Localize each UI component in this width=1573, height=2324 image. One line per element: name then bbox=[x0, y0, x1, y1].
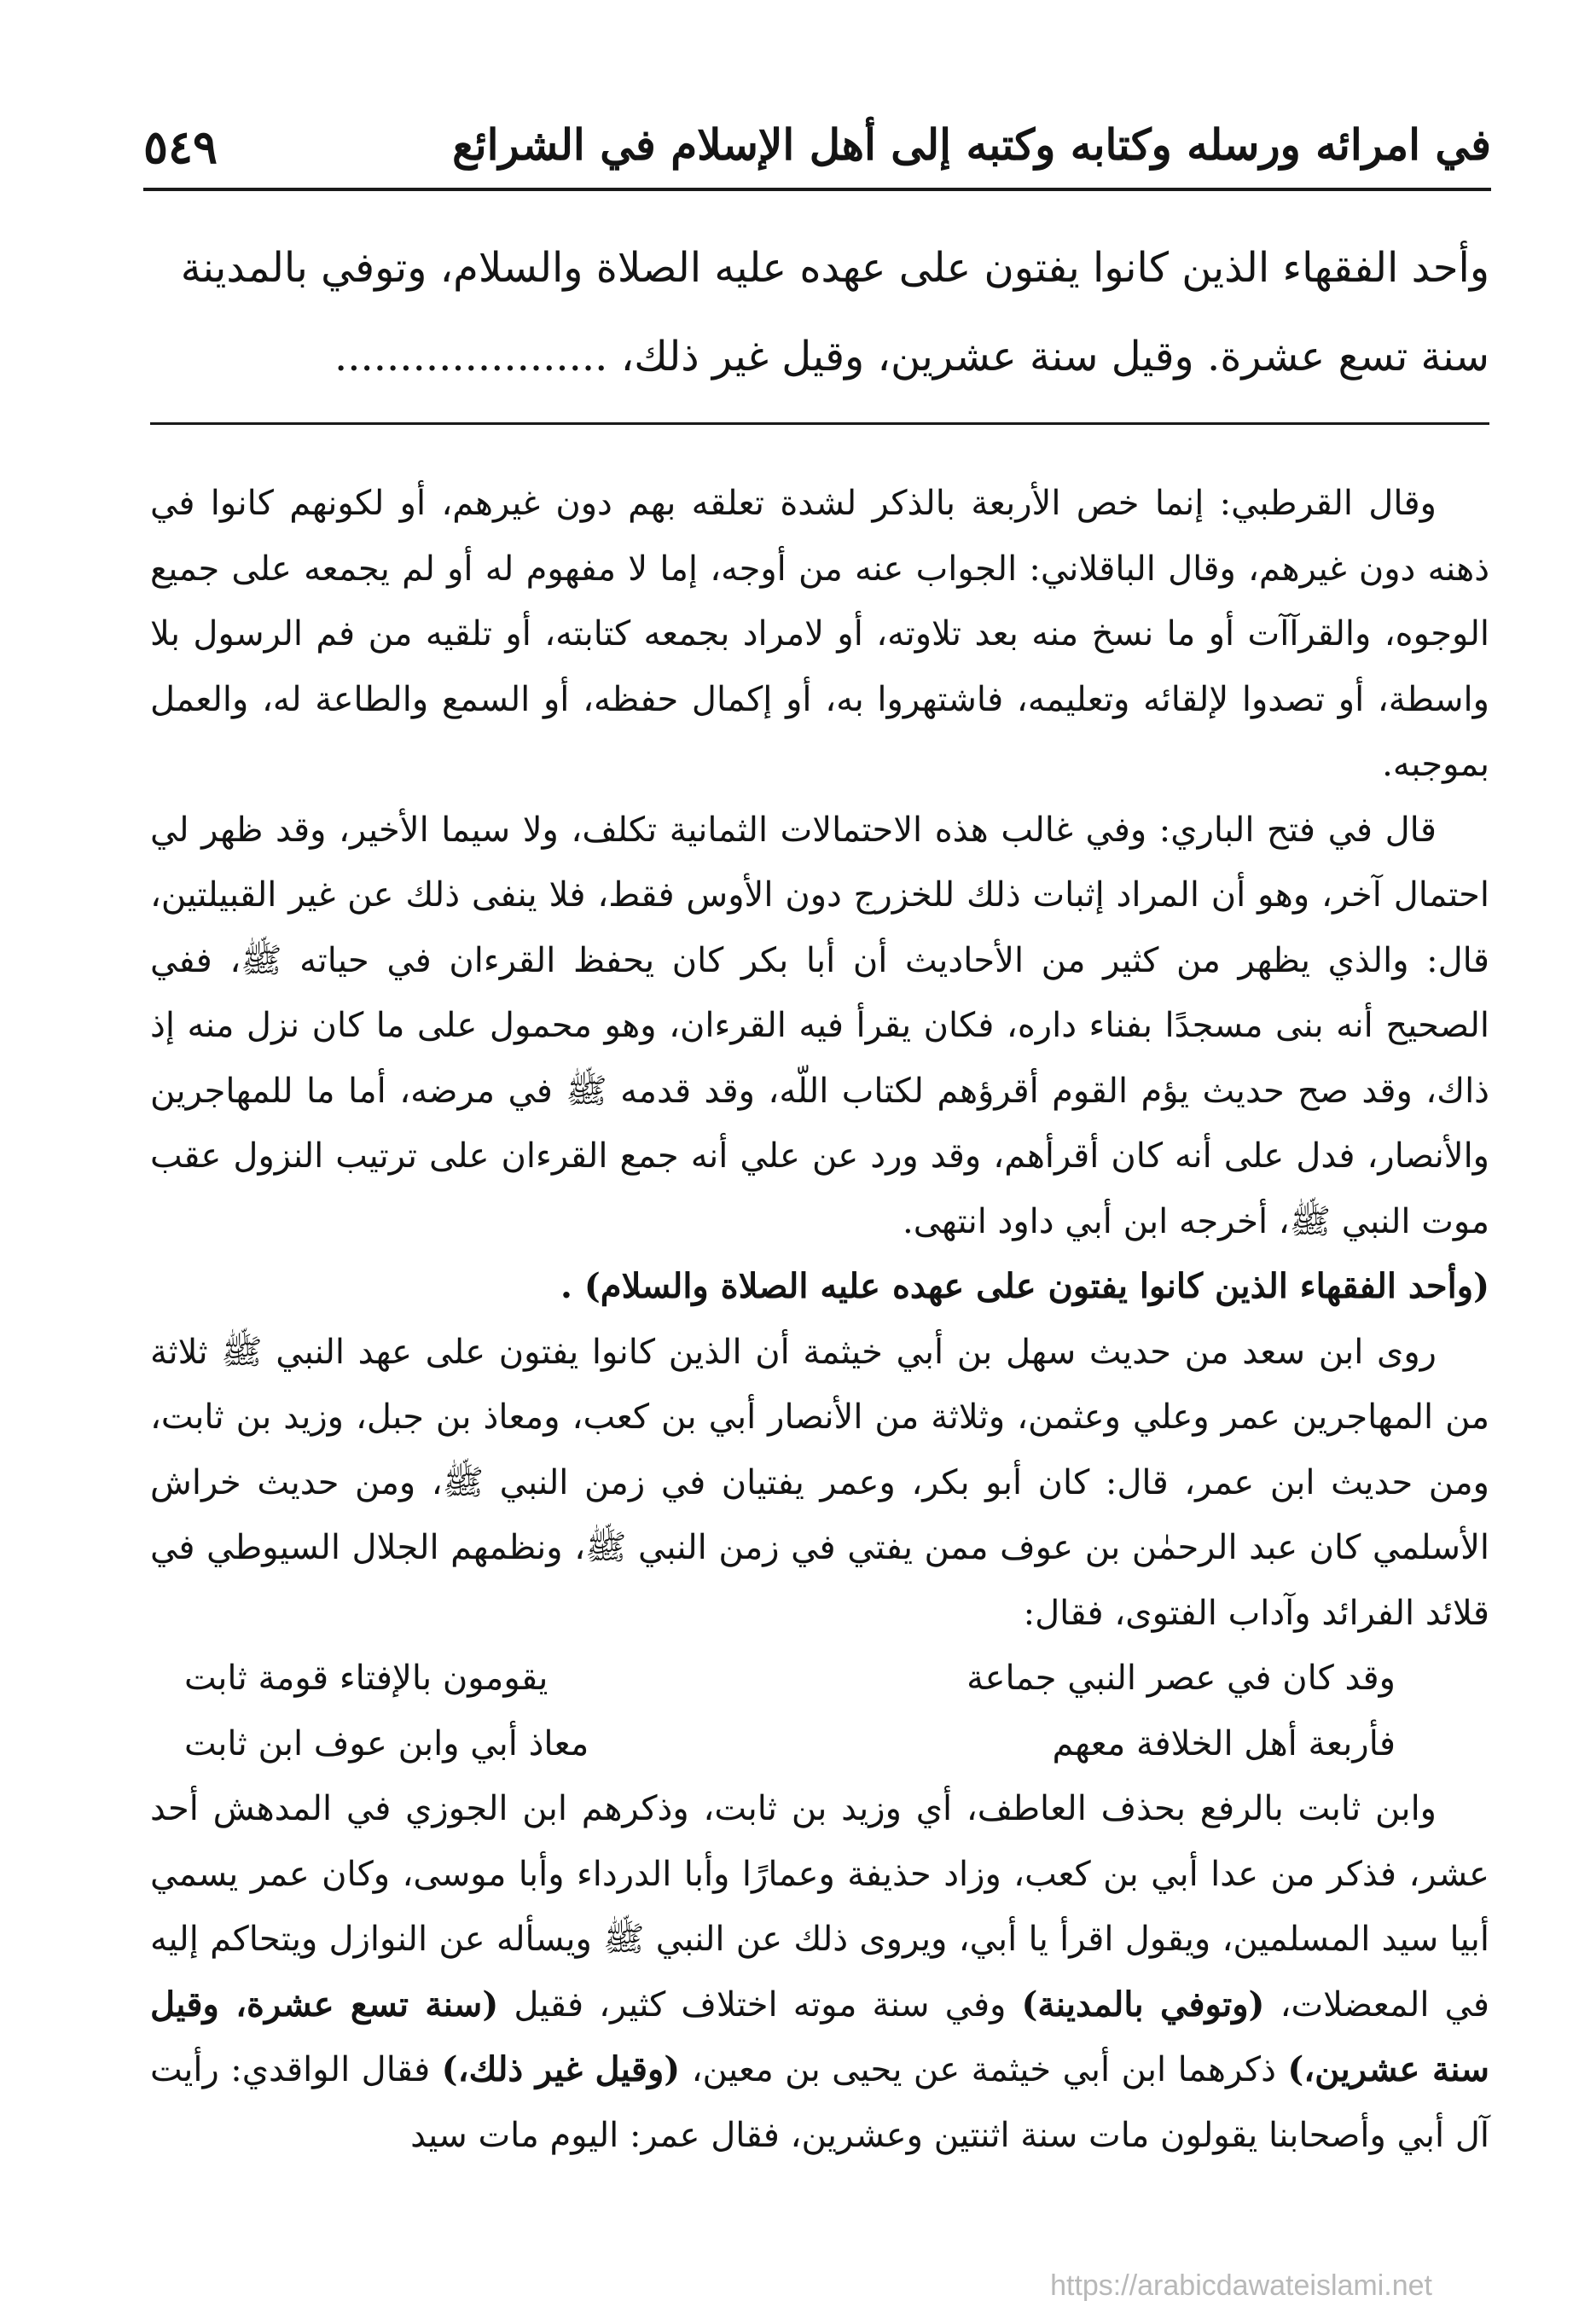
separator-rule bbox=[150, 422, 1489, 425]
p4-bold-quote-3: (وقيل غير ذلك،) bbox=[441, 2049, 681, 2089]
p4-bold-quote-2: (سنة تسع عشرة، وقيل سنة عشرين،) bbox=[150, 1984, 1489, 2089]
poem-verse-2 bbox=[150, 1711, 1489, 1777]
verse-1-first-hemistich: وقد كان في عصر النبي جماعة bbox=[966, 1659, 1396, 1698]
header-title: في امرائه ورسله وكتابه وكتبه إلى أهل الإسلام في الشرائع bbox=[452, 119, 1491, 170]
verse-2-first-hemistich: فأربعة أهل الخلافة معهم bbox=[1052, 1723, 1396, 1763]
page-number: ٥٤٩ bbox=[143, 119, 218, 174]
p4-text: وفي سنة موته اختلاف كثير، فقيل bbox=[514, 1984, 1007, 2025]
p4-text: فقال الواقدي: رأيت آل أبي وأصحابنا يقولون مات سنة اثنتين وعشرين، فقال عمر: اليوم مات سيد bbox=[150, 2050, 1489, 2155]
commentary-paragraph-4 bbox=[150, 1776, 1489, 2168]
poem-verse-1 bbox=[150, 1646, 1489, 1711]
header-rule bbox=[143, 188, 1491, 191]
main-text bbox=[150, 224, 1489, 401]
main-text-line2: سنة تسع عشرة. وقيل سنة عشرين، وقيل غير ذلك، bbox=[620, 333, 1489, 381]
section-heading: (وأحد الفقهاء الذين كانوا يفتون على عهده عليه الصلاة والسلام) . bbox=[560, 1266, 1489, 1306]
main-text-line1: وأحد الفقهاء الذين كانوا يفتون على عهده عليه الصلاة والسلام، وتوفي بالمدينة bbox=[180, 244, 1489, 292]
watermark-url: https://arabicdawateislami.net bbox=[1050, 2269, 1432, 2302]
main-text-line bbox=[150, 224, 1489, 312]
p4-bold-quote-1: (وتوفي بالمدينة) bbox=[1021, 1984, 1265, 2025]
running-header bbox=[143, 102, 1491, 196]
p4-text: ذكرهما ابن أبي خيثمة عن يحيى بن معين، bbox=[691, 2050, 1276, 2089]
main-text-dots: ..................... bbox=[334, 333, 608, 381]
commentary-paragraph-2: قال في فتح الباري: وفي غالب هذه الاحتمالات الثمانية تكلف، ولا سيما الأخير، وقد ظهر لي احتمال آخر، وهو أن المراد إثبات ذلك للخزرج دون الأوس فقط، فلا ينفى ذلك عن غير القبيلتين، قال: والذي يظهر من كثير من الأحاديث أن أبا بكر كان يحفظ القرءان في حياته ﷺ، ففي الصحيح أنه بنى مسجدًا بفناء داره، فكان يقرأ فيه القرءان، وهو محمول على ما كان نزل منه إذ ذاك، وقد صح حديث يؤم القوم أقرؤهم لكتاب اللّه، وقد قدمه ﷺ في مرضه، أما ما للمهاجرين والأنصار، فدل على أنه كان أقرأهم، وقد ورد عن علي أنه جمع القرءان على ترتيب النزول عقب موت النبي ﷺ، أخرجه ابن أبي داود انتهى. bbox=[150, 810, 1489, 1241]
verse-2-second-hemistich: معاذ أبي وابن عوف ابن ثابت bbox=[184, 1723, 589, 1763]
commentary-paragraph-3: روى ابن سعد من حديث سهل بن أبي خيثمة أن الذين كانوا يفتون على عهد النبي ﷺ ثلاثة من المهاجرين عمر وعلي وعثمن، وثلاثة من الأنصار أبي بن كعب، ومعاذ بن جبل، وزيد بن ثابت، ومن حديث ابن عمر، قال: كان أبو بكر، وعمر يفتيان في زمن النبي ﷺ، ومن حديث خراش الأسلمي كان عبد الرحمٰن بن عوف ممن يفتي في زمن النبي ﷺ، ونظمهم الجلال السيوطي في قلائد الفرائد وآداب الفتوى، فقال: bbox=[150, 1332, 1489, 1633]
p4-text: وابن ثابت بالرفع بحذف العاطف، أي وزيد بن ثابت، وذكرهم ابن الجوزي في المدهش أحد عشر، فذكر من عدا أبي بن كعب، وزاد حذيفة وعمارًا وأبا الدرداء وأبا موسى، وكان عمر يسمي أبيا سيد المسلمين، ويقول اقرأ يا أبي، ويروى ذلك عن النبي ﷺ ويسأله عن النوازل ويتحاكم إليه في المعضلات، bbox=[150, 1789, 1489, 2025]
commentary bbox=[150, 471, 1489, 2168]
main-text-line bbox=[150, 312, 1489, 401]
commentary-paragraph-1: وقال القرطبي: إنما خص الأربعة بالذكر لشدة تعلقه بهم دون غيرهم، أو لكونهم كانوا في ذهنه دون غيرهم، وقال الباقلاني: الجواب عنه من أوجه، إما لا مفهوم له أو لم يجمعه على جميع الوجوه، والقرآآت أو ما نسخ منه بعد تلاوته، أو لامراد بجمعه كتابته، أو تلقيه من فم الرسول بلا واسطة، أو تصدوا لإلقائه وتعليمه، فاشتهروا به، أو إكمال حفظه، أو السمع والطاعة له، والعمل بموجبه. bbox=[150, 484, 1489, 784]
verse-1-second-hemistich: يقومون بالإفتاء قومة ثابت bbox=[184, 1659, 549, 1698]
